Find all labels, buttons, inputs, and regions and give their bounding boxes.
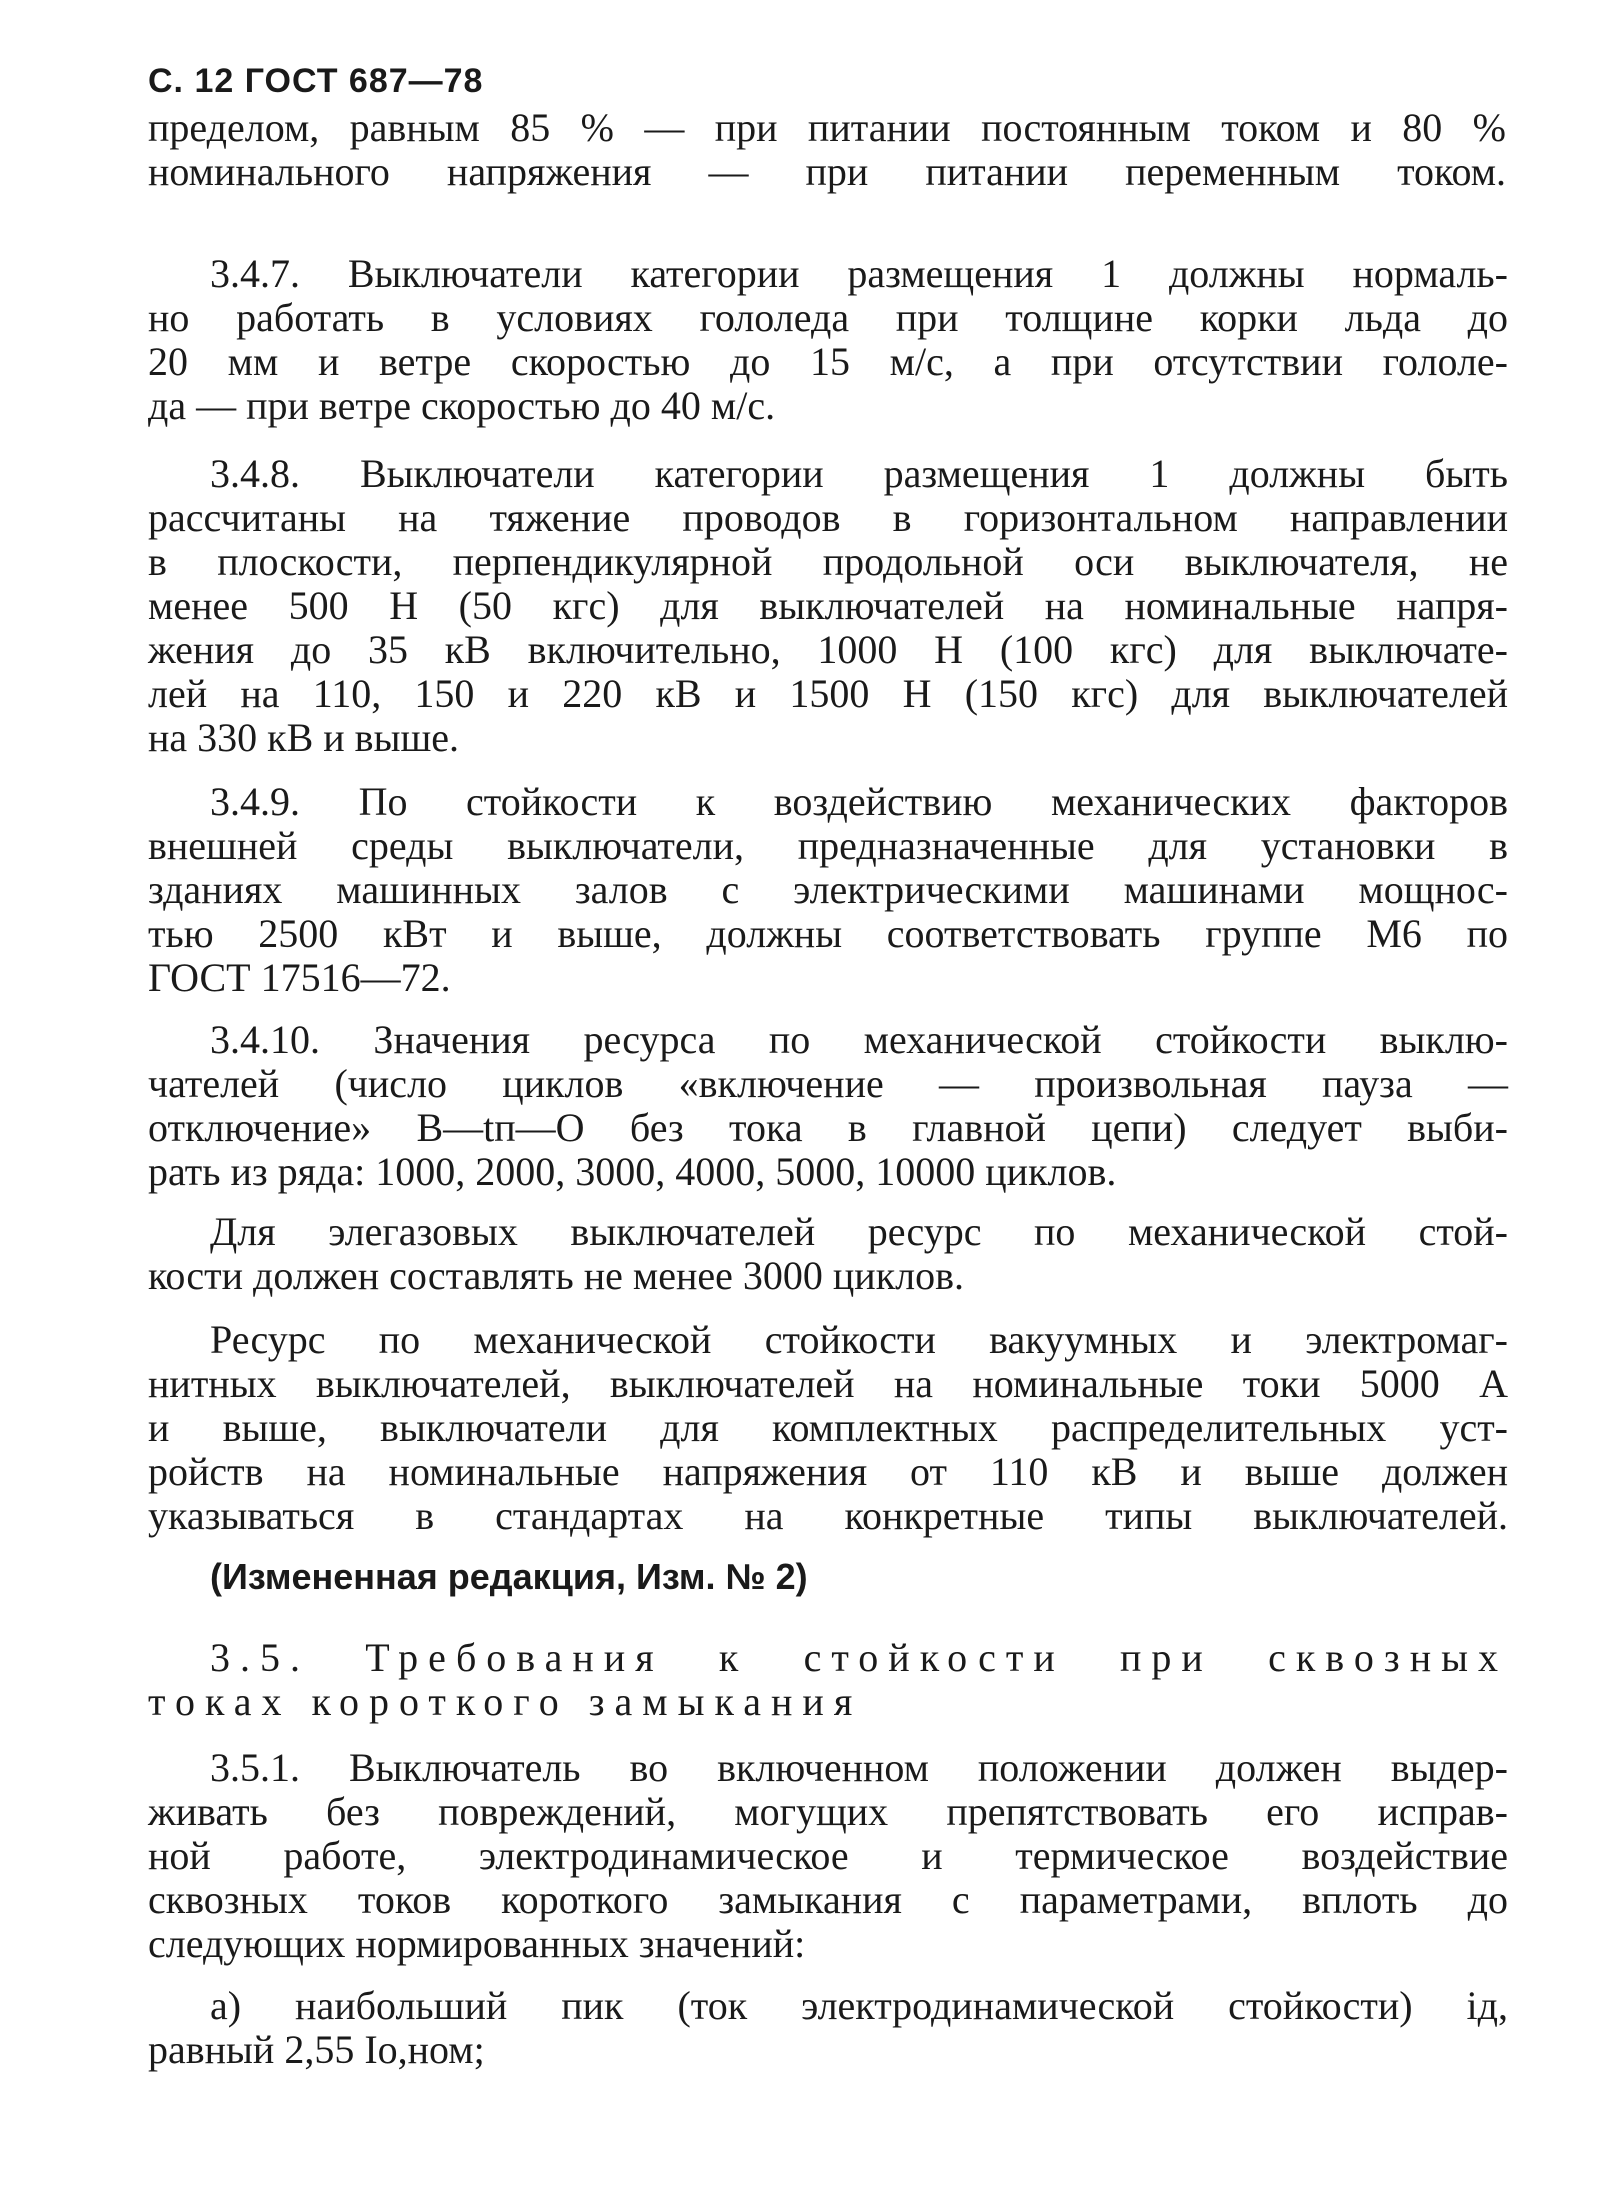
- text-line: кости должен составлять не менее 3000 циклов.: [148, 1253, 964, 1298]
- text-line: Ресурс по механической стойкости вакуумных и электромаг-: [210, 1317, 1508, 1362]
- paragraph-3-4-8: [148, 452, 1508, 760]
- text-line: указываться в стандартах на конкретные типы выключателей.: [148, 1493, 1508, 1538]
- section-heading-line: 3.5. Требования к стойкости при сквозных: [210, 1635, 1508, 1680]
- text-line: номинального напряжения — при питании переменным током.: [148, 149, 1506, 194]
- text-line: рать из ряда: 1000, 2000, 3000, 4000, 5000, 10000 циклов.: [148, 1149, 1117, 1194]
- text-line: менее 500 Н (50 кгс) для выключателей на номинальные напря-: [148, 583, 1508, 628]
- text-line: пределом, равным 85 % — при питании постоянным током и 80 %: [148, 105, 1506, 150]
- text-line: жения до 35 кВ включительно, 1000 Н (100 кгс) для выключате-: [148, 627, 1508, 672]
- text-line: ГОСТ 17516—72.: [148, 955, 451, 1000]
- text-line: 3.5.1. Выключатель во включенном положении должен выдер-: [210, 1745, 1508, 1790]
- text-line: сквозных токов короткого замыкания с параметрами, вплоть до: [148, 1877, 1508, 1922]
- paragraph-3-4-7: [148, 252, 1508, 428]
- section-heading-3-5: [148, 1636, 1508, 1724]
- text-line: внешней среды выключатели, предназначенные для установки в: [148, 823, 1508, 868]
- text-line: 20 мм и ветре скоростью до 15 м/с, а при отсутствии гололе-: [148, 339, 1508, 384]
- paragraph-vacuum-resource: [148, 1318, 1508, 1538]
- page-header: С. 12 ГОСТ 687—78: [148, 62, 484, 100]
- section-heading-line: токах короткого замыкания: [148, 1679, 863, 1724]
- text-line: да — при ветре скоростью до 40 м/с.: [148, 383, 776, 428]
- text-line: нитных выключателей, выключателей на номинальные токи 5000 А: [148, 1361, 1508, 1406]
- paragraph-3-4-10: [148, 1018, 1508, 1194]
- text-line: 3.4.8. Выключатели категории размещения 1 должны быть: [210, 451, 1508, 496]
- text-line: ройств на номинальные напряжения от 110 кВ и выше должен: [148, 1449, 1508, 1494]
- text-line: лей на 110, 150 и 220 кВ и 1500 Н (150 кгс) для выключателей: [148, 671, 1508, 716]
- text-line: Для элегазовых выключателей ресурс по механической стой-: [210, 1209, 1508, 1254]
- text-line: тью 2500 кВт и выше, должны соответствовать группе М6 по: [148, 911, 1508, 956]
- text-line: живать без повреждений, могущих препятствовать его исправ-: [148, 1789, 1508, 1834]
- text-line: ной работе, электродинамическое и термическое воздействие: [148, 1833, 1508, 1878]
- paragraph-3-4-9: [148, 780, 1508, 1000]
- paragraph-sf6-resource: [148, 1210, 1508, 1298]
- text-line: зданиях машинных залов с электрическими машинами мощнос-: [148, 867, 1508, 912]
- paragraph-continuation: [148, 106, 1506, 194]
- text-line: а) наибольший пик (ток электродинамической стойкости) iд,: [210, 1983, 1508, 2028]
- text-line: но работать в условиях гололеда при толщине корки льда до: [148, 295, 1508, 340]
- text-line: следующих нормированных значений:: [148, 1921, 806, 1966]
- text-line: 3.4.7. Выключатели категории размещения 1 должны нормаль-: [210, 251, 1508, 296]
- paragraph-3-5-1: [148, 1746, 1508, 1966]
- amendment-note: (Измененная редакция, Изм. № 2): [210, 1556, 808, 1597]
- text-line: равный 2,55 Iо,ном;: [148, 2027, 485, 2072]
- text-line: в плоскости, перпендикулярной продольной оси выключателя, не: [148, 539, 1508, 584]
- text-line: рассчитаны на тяжение проводов в горизонтальном направлении: [148, 495, 1508, 540]
- text-line: 3.4.10. Значения ресурса по механической стойкости выклю-: [210, 1017, 1508, 1062]
- text-line: 3.4.9. По стойкости к воздействию механических факторов: [210, 779, 1508, 824]
- text-line: чателей (число циклов «включение — произвольная пауза —: [148, 1061, 1508, 1106]
- text-line: на 330 кВ и выше.: [148, 715, 459, 760]
- text-line: и выше, выключатели для комплектных распределительных уст-: [148, 1405, 1508, 1450]
- list-item-a: [148, 1984, 1508, 2072]
- text-line: отключение» В—tп—О без тока в главной цепи) следует выби-: [148, 1105, 1508, 1150]
